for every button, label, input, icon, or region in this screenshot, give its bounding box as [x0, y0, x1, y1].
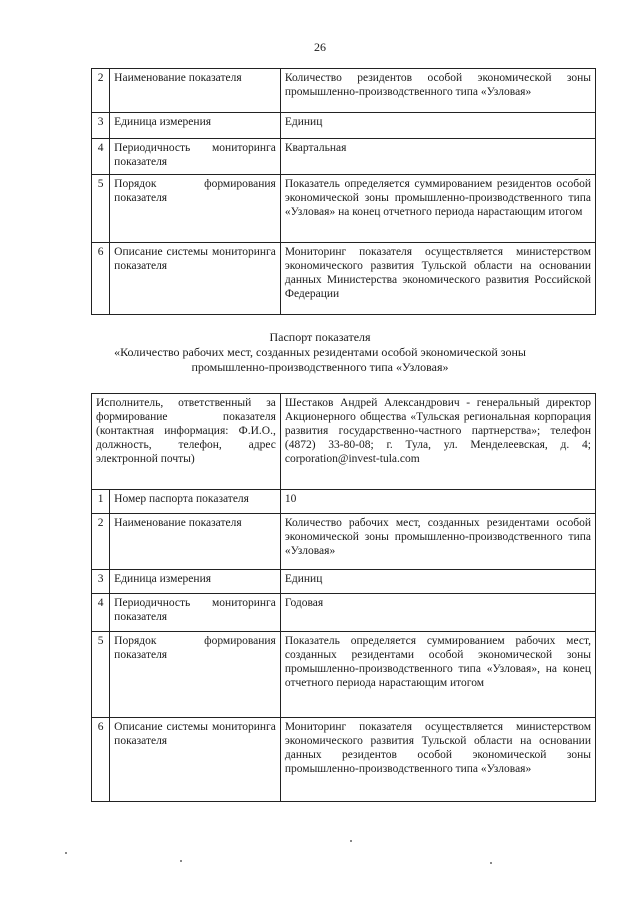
row-value: Мониторинг показателя осуществляется министерством экономического развития Тульской области на основании данных Министерства экономического развития Российской Федерации [280, 243, 595, 315]
scan-noise [60, 832, 580, 872]
row-label: Периодичность мониторинга показателя [110, 594, 281, 632]
table-row [92, 594, 596, 632]
row-label: Порядок формирования показателя [110, 175, 281, 243]
row-label: Описание системы мониторинга показателя [110, 718, 281, 802]
row-number: 6 [92, 243, 110, 315]
row-number: 5 [92, 632, 110, 718]
row-label: Наименование показателя [110, 69, 281, 113]
row-number: 4 [92, 594, 110, 632]
indicator-table-bottom [91, 393, 596, 802]
row-number: 3 [92, 570, 110, 594]
indicator-table-top [91, 68, 596, 315]
row-label: Единица измерения [110, 570, 281, 594]
executor-label: Исполнитель, ответственный за формирование показателя (контактная информация: Ф.И.О., должность, телефон, адрес электронной почты) [92, 394, 281, 490]
row-number: 1 [92, 490, 110, 514]
row-number: 4 [92, 139, 110, 175]
passport-title: Паспорт показателя [269, 330, 371, 344]
row-number: 2 [92, 514, 110, 570]
executor-row [92, 394, 596, 490]
row-value: 10 [280, 490, 595, 514]
row-label: Номер паспорта показателя [110, 490, 281, 514]
passport-subtitle-line2: промышленно-производственного типа «Узловая» [191, 360, 449, 374]
row-value: Количество резидентов особой экономической зоны промышленно-производственного типа «Узловая» [280, 69, 595, 113]
row-label: Порядок формирования показателя [110, 632, 281, 718]
table-row [92, 718, 596, 802]
passport-heading [0, 330, 640, 375]
table-row [92, 69, 596, 113]
table-row [92, 139, 596, 175]
table-row [92, 570, 596, 594]
row-label: Наименование показателя [110, 514, 281, 570]
table-row [92, 175, 596, 243]
table-row [92, 514, 596, 570]
row-value: Мониторинг показателя осуществляется министерством экономического развития Тульской области на основании данных резидентов особой экономической зоны промышленно-производственного типа «Узловая» [280, 718, 595, 802]
row-value: Квартальная [280, 139, 595, 175]
table-row [92, 632, 596, 718]
table-row [92, 243, 596, 315]
table-row [92, 113, 596, 139]
row-number: 3 [92, 113, 110, 139]
page-number: 26 [314, 40, 326, 54]
row-number: 6 [92, 718, 110, 802]
row-value: Количество рабочих мест, созданных резидентами особой экономической зоны промышленно-производственного типа «Узловая» [280, 514, 595, 570]
row-number: 2 [92, 69, 110, 113]
passport-subtitle-line1: «Количество рабочих мест, созданных резидентами особой экономической зоны [114, 345, 526, 359]
row-value: Единиц [280, 113, 595, 139]
row-value: Показатель определяется суммированием резидентов особой экономической зоны промышленно-производственного типа «Узловая» на конец отчетного периода нарастающим итогом [280, 175, 595, 243]
executor-value: Шестаков Андрей Александрович - генеральный директор Акционерного общества «Тульская региональная корпорация развития государственно-частного партнерства»; телефон (4872) 33-80-08; г. Тула, ул. Менделеевская, д. 4; corporation@invest-tula.com [280, 394, 595, 490]
row-number: 5 [92, 175, 110, 243]
row-label: Периодичность мониторинга показателя [110, 139, 281, 175]
table-row [92, 490, 596, 514]
row-value: Единиц [280, 570, 595, 594]
row-value: Годовая [280, 594, 595, 632]
row-label: Единица измерения [110, 113, 281, 139]
row-value: Показатель определяется суммированием рабочих мест, созданных резидентами особой экономической зоны промышленно-производственного типа «Узловая», на конец отчетного периода нарастающим итогом [280, 632, 595, 718]
row-label: Описание системы мониторинга показателя [110, 243, 281, 315]
